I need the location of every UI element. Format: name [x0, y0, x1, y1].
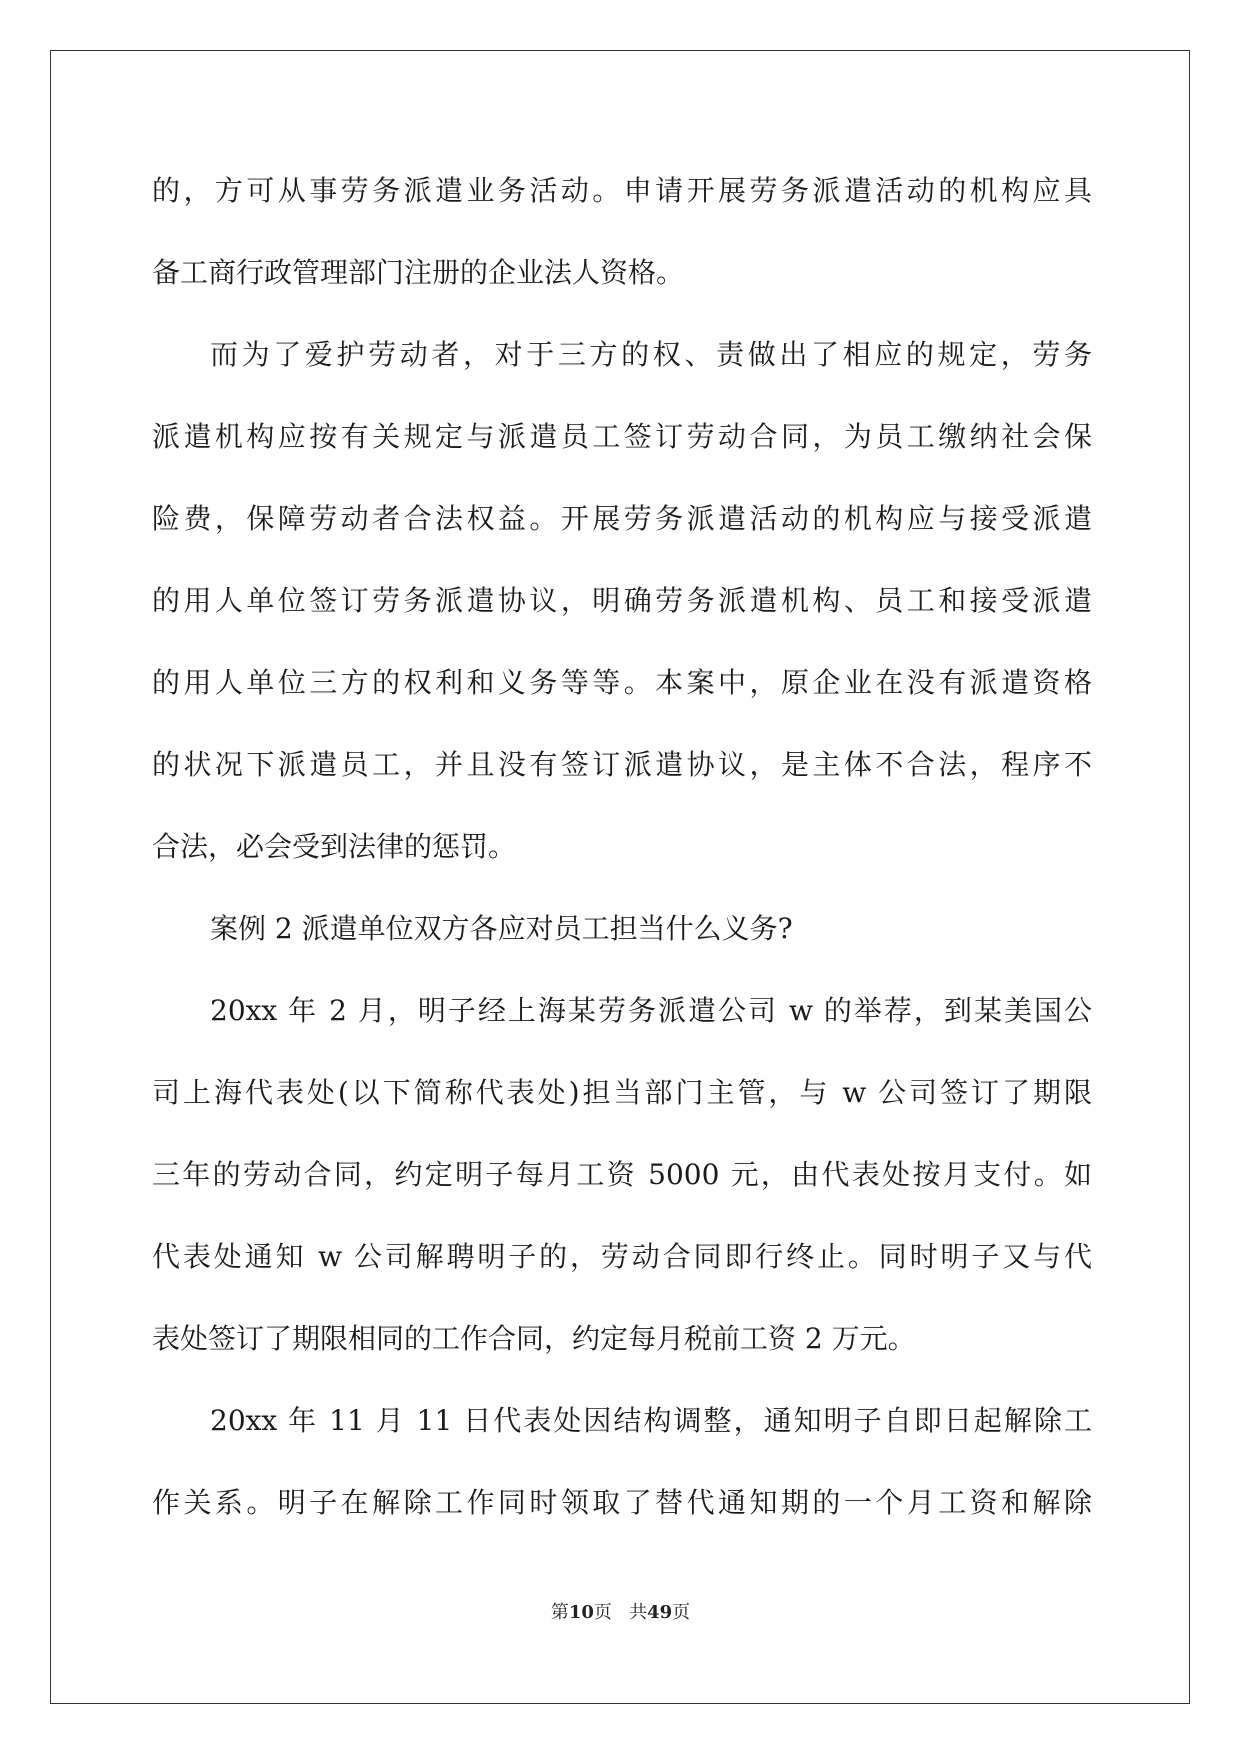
text-line: 20xx 年 11 月 11 日代表处因结构调整，通知明子自即日起解除工 — [210, 1404, 1092, 1437]
text-line: 而为了爱护劳动者，对于三方的权、责做出了相应的规定，劳务 — [210, 338, 1092, 371]
paragraph — [152, 1380, 1092, 1544]
text-line: 表处签订了期限相同的工作合同，约定每月税前工资 2 万元。 — [152, 1322, 916, 1355]
paragraph — [152, 150, 1092, 314]
footer-total-suffix: 页 — [672, 1602, 691, 1623]
text-line: 三年的劳动合同，约定明子每月工资 5000 元，由代表处按月支付。如 — [152, 1158, 1092, 1191]
paragraph — [152, 970, 1092, 1380]
text-line: 的用人单位签订劳务派遣协议，明确劳务派遣机构、员工和接受派遣 — [152, 584, 1092, 617]
total-page-count: 49 — [647, 1602, 673, 1623]
text-line: 司上海代表处(以下简称代表处)担当部门主管，与 w 公司签订了期限 — [152, 1076, 1092, 1109]
document-body — [152, 150, 1092, 1544]
text-line: 代表处通知 w 公司解聘明子的，劳动合同即行终止。同时明子又与代 — [152, 1240, 1092, 1273]
page-footer — [0, 1601, 1241, 1625]
text-line: 作关系。明子在解除工作同时领取了替代通知期的一个月工资和解除 — [152, 1486, 1092, 1519]
text-line: 合法，必会受到法律的惩罚。 — [152, 830, 517, 863]
text-line: 的状况下派遣员工，并且没有签订派遣协议，是主体不合法，程序不 — [152, 748, 1092, 781]
footer-total-prefix: 共 — [629, 1602, 648, 1623]
text-line: 备工商行政管理部门注册的企业法人资格。 — [152, 256, 685, 289]
text-line: 险费，保障劳动者合法权益。开展劳务派遣活动的机构应与接受派遣 — [152, 502, 1092, 535]
text-line: 案例 2 派遣单位双方各应对员工担当什么义务? — [210, 912, 793, 945]
paragraph — [152, 314, 1092, 888]
text-line: 20xx 年 2 月，明子经上海某劳务派遣公司 w 的举荐，到某美国公 — [210, 994, 1092, 1027]
text-line: 的用人单位三方的权利和义务等等。本案中，原企业在没有派遣资格 — [152, 666, 1092, 699]
text-line: 的，方可从事劳务派遣业务活动。申请开展劳务派遣活动的机构应具 — [152, 174, 1092, 207]
current-page-number: 10 — [568, 1602, 594, 1623]
footer-page-suffix: 页 — [593, 1602, 612, 1623]
footer-prefix: 第 — [550, 1602, 569, 1623]
text-line: 派遣机构应按有关规定与派遣员工签订劳动合同，为员工缴纳社会保 — [152, 420, 1092, 453]
paragraph — [152, 888, 1092, 970]
